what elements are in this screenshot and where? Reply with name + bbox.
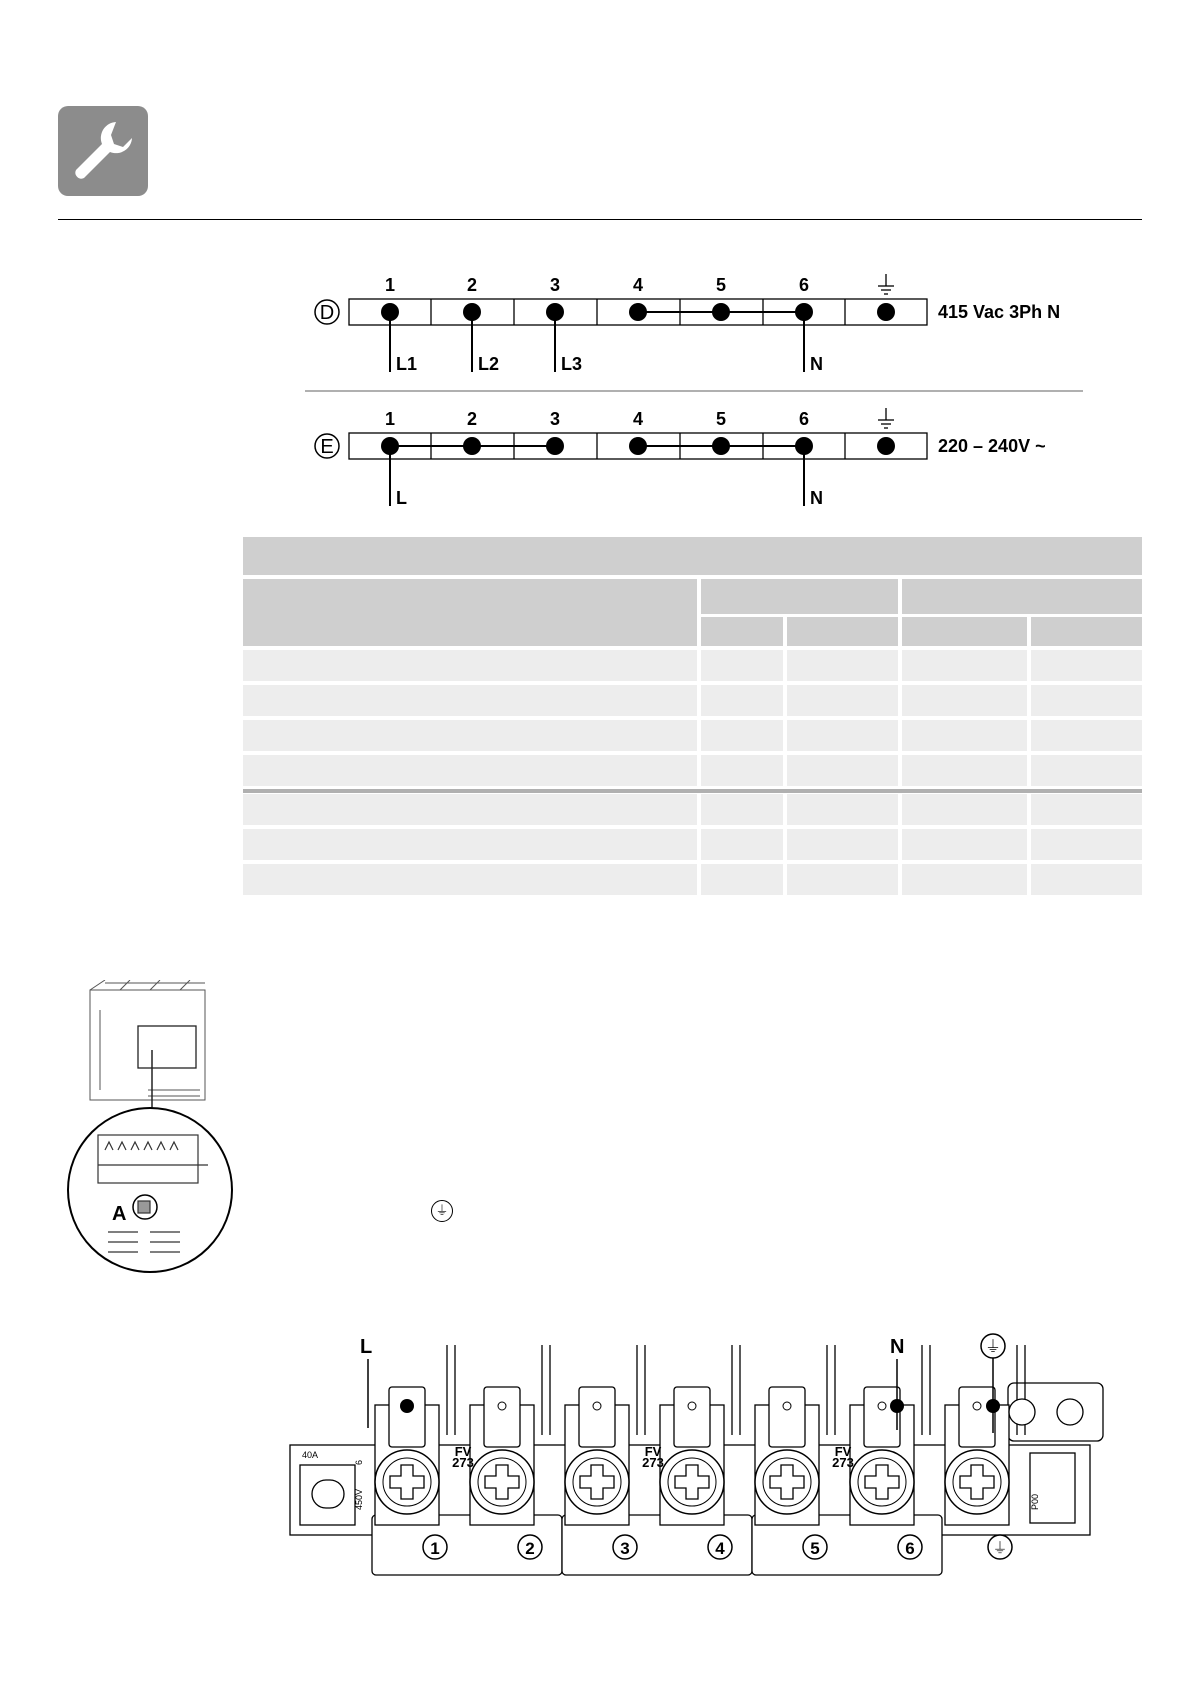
table-header-cell [243, 579, 697, 646]
terminal-number: 6 [798, 275, 810, 295]
wire-label: N [810, 354, 823, 374]
table-cell [787, 829, 898, 860]
table-cell [1031, 720, 1142, 751]
table-cell [243, 864, 697, 895]
table-cell [787, 720, 898, 751]
wiring-diagram [0, 0, 1191, 520]
earth-icon [878, 408, 894, 428]
wire-label: L [396, 488, 407, 508]
wire-label: L2 [478, 354, 500, 374]
table-header-cell [902, 617, 1027, 646]
table-cell [787, 650, 898, 681]
rating-volt: 450V [354, 1488, 364, 1510]
appliance-inset [60, 980, 240, 1280]
table-header-cell [701, 617, 783, 646]
fv-mark: FV [834, 1444, 852, 1459]
terminal-number: 3 [549, 409, 561, 429]
table-cell [902, 650, 1027, 681]
fv-mark: FV [644, 1444, 662, 1459]
table-cell [243, 829, 697, 860]
earth-icon: ⏚ [984, 1339, 1002, 1356]
table-cell [787, 685, 898, 716]
earth-icon: ⏚ [992, 1540, 1008, 1557]
terminal-number: 3 [549, 275, 561, 295]
terminal-number: 2 [466, 409, 478, 429]
table-header-cell [701, 579, 898, 614]
terminal-number: 1 [384, 275, 396, 295]
fv-number: 273 [832, 1455, 854, 1470]
config-d-letter: D [319, 302, 335, 324]
table-header-cell [902, 579, 1142, 614]
table-cell [701, 829, 783, 860]
table-cell [243, 755, 697, 786]
table-cell [1031, 864, 1142, 895]
table-cell [902, 829, 1027, 860]
table-cell [1031, 685, 1142, 716]
table-header-cell [787, 617, 898, 646]
live-label: L [360, 1336, 373, 1358]
terminal-number: 3 [620, 1539, 630, 1558]
table-cell [1031, 650, 1142, 681]
wire-label: N [810, 488, 823, 508]
wire-label: L3 [561, 354, 583, 374]
callout-letter: A [112, 1203, 127, 1225]
table-cell [787, 755, 898, 786]
supply-label: 220 – 240V ~ [938, 436, 1046, 456]
config-d-diagram [315, 274, 1060, 374]
table-header-cell [1031, 617, 1142, 646]
table-title-bar [243, 537, 1142, 575]
table-cell [902, 864, 1027, 895]
part-code: P00 [1030, 1493, 1040, 1510]
table-cell [787, 794, 898, 825]
fv-mark: FV [454, 1444, 472, 1459]
table-cell [902, 720, 1027, 751]
neutral-label: N [890, 1336, 905, 1358]
table-cell [243, 685, 697, 716]
table-cell [701, 755, 783, 786]
table-cell [1031, 755, 1142, 786]
config-e-letter: E [320, 436, 334, 458]
table-cell [902, 755, 1027, 786]
table-cell [1031, 829, 1142, 860]
terminal-number: 1 [384, 409, 396, 429]
earth-icon: ⏚ [431, 1200, 453, 1222]
connection-dot [400, 1399, 414, 1413]
table-cell [701, 685, 783, 716]
table-group-divider [243, 789, 1142, 793]
terminal-number: 2 [466, 275, 478, 295]
terminal-number: 6 [905, 1539, 915, 1558]
terminal-number: 5 [810, 1539, 820, 1558]
rating-amp: 40A [302, 1450, 319, 1460]
terminal-number: 2 [525, 1539, 535, 1558]
table-cell [701, 720, 783, 751]
table-cell [243, 650, 697, 681]
terminal-number: 1 [430, 1539, 440, 1558]
table-cell [701, 650, 783, 681]
supply-label: 415 Vac 3Ph N [938, 302, 1061, 322]
table-cell [243, 720, 697, 751]
terminal-number: 6 [798, 409, 810, 429]
table-cell [787, 864, 898, 895]
earth-icon [878, 274, 894, 294]
table-cell [701, 794, 783, 825]
terminal-number: 5 [715, 409, 727, 429]
table-cell [243, 794, 697, 825]
terminal-number: 5 [715, 275, 727, 295]
fv-number: 273 [452, 1455, 474, 1470]
table-cell [902, 794, 1027, 825]
config-e-diagram [315, 408, 1046, 508]
fv-number: 273 [642, 1455, 664, 1470]
rating-n: 6 [354, 1459, 364, 1465]
terminal-number: 4 [632, 409, 644, 429]
terminal-number: 4 [715, 1539, 725, 1558]
table-cell [701, 864, 783, 895]
terminal-number: 4 [632, 275, 644, 295]
table-cell [902, 685, 1027, 716]
terminal-block-diagram [280, 1325, 1120, 1580]
table-cell [1031, 794, 1142, 825]
wire-label: L1 [396, 354, 418, 374]
